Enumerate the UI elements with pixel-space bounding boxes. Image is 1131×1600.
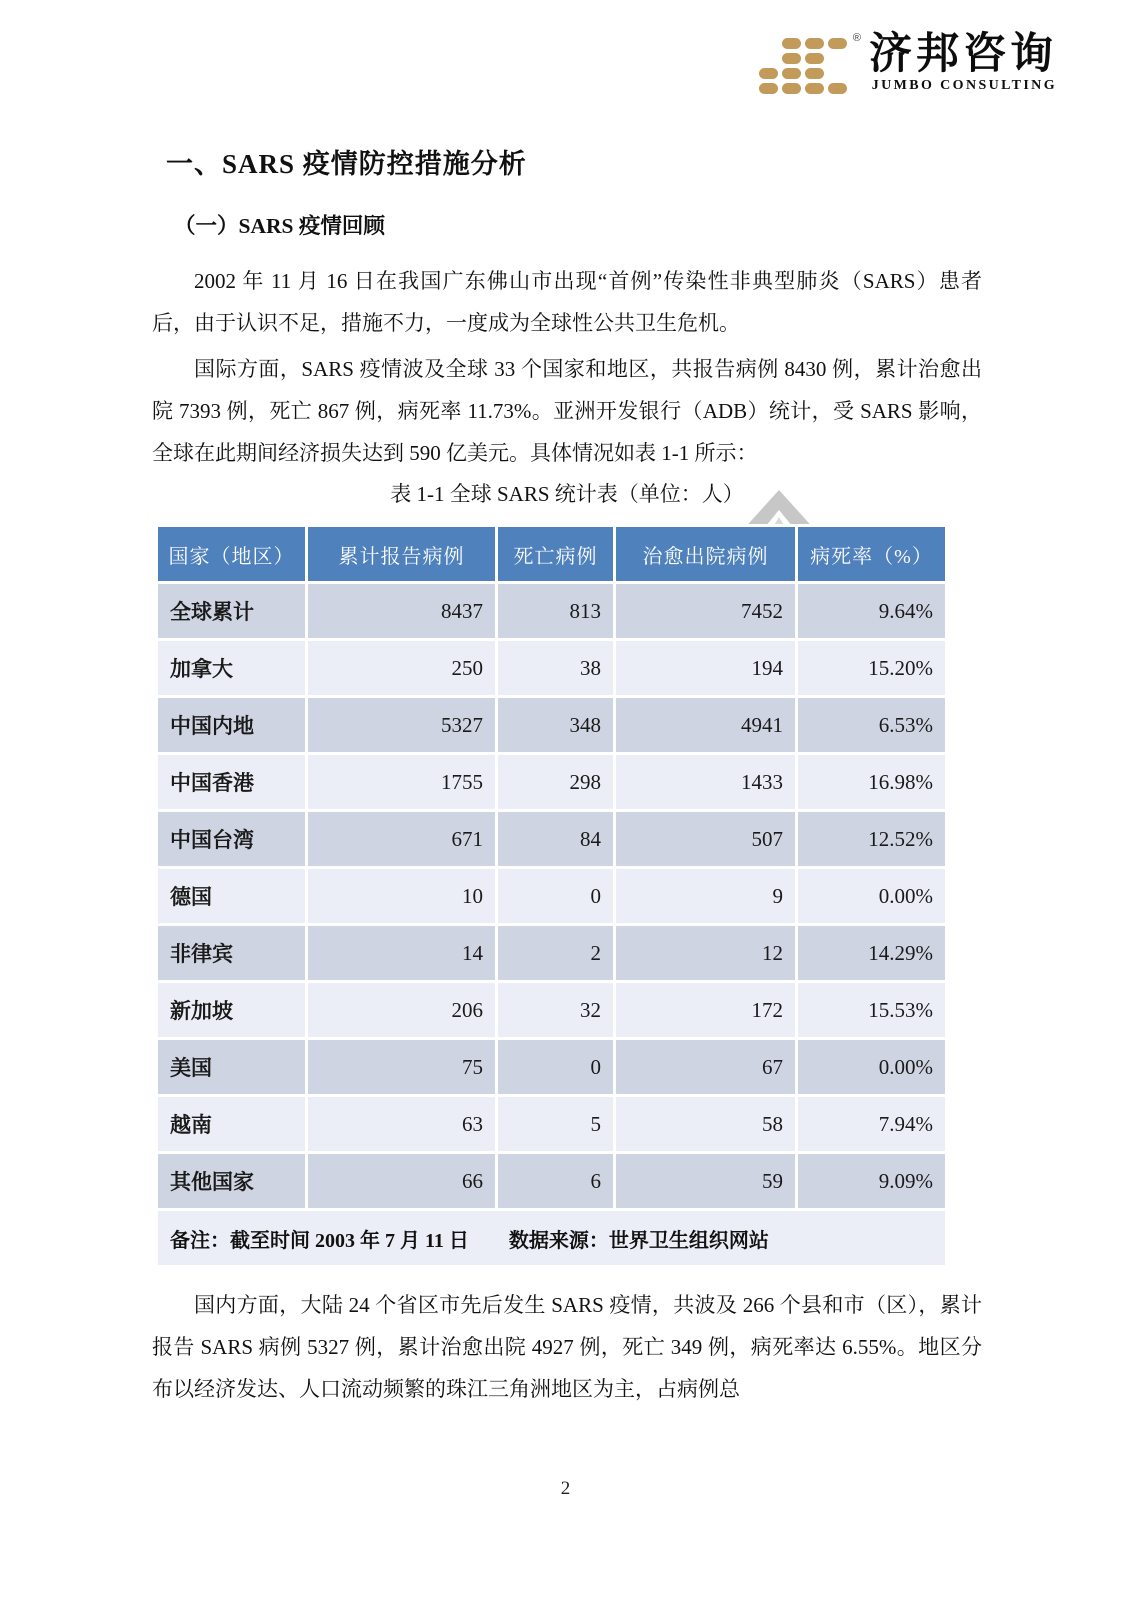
cell-country: 加拿大 <box>157 640 307 697</box>
cell-country: 越南 <box>157 1096 307 1153</box>
cell-country: 非律宾 <box>157 925 307 982</box>
cell-deaths: 298 <box>497 754 615 811</box>
table-row <box>157 811 947 868</box>
cell-country: 中国香港 <box>157 754 307 811</box>
cell-country: 中国台湾 <box>157 811 307 868</box>
header-fatality-rate: 病死率（%） <box>797 526 947 583</box>
table-row <box>157 1153 947 1210</box>
cell-country: 新加坡 <box>157 982 307 1039</box>
cell-deaths: 84 <box>497 811 615 868</box>
cell-fatality: 9.64% <box>797 583 947 640</box>
header-recovered: 治愈出院病例 <box>615 526 797 583</box>
cell-reported: 250 <box>307 640 497 697</box>
paragraph-domestic: 国内方面，大陆 24 个省区市先后发生 SARS 疫情，共波及 266 个县和市（区），累计报告 SARS 病例 5327 例，累计治愈出院 4927 例，死亡 349 例，病死率达 6.55%。地区分布以经济发达、人口流动频繁的珠江三角洲地区为主，占病例总 <box>152 1293 982 1401</box>
cell-reported: 8437 <box>307 583 497 640</box>
jumbo-logo-icon <box>759 32 861 98</box>
document-body <box>152 146 982 1414</box>
company-name-chinese: 济邦咨询 <box>869 31 1057 78</box>
table-row <box>157 925 947 982</box>
cell-reported: 66 <box>307 1153 497 1210</box>
table-header <box>157 526 947 583</box>
cell-fatality: 14.29% <box>797 925 947 982</box>
cell-reported: 671 <box>307 811 497 868</box>
cell-deaths: 813 <box>497 583 615 640</box>
cell-country: 其他国家 <box>157 1153 307 1210</box>
logo-text <box>869 32 1057 94</box>
cell-reported: 5327 <box>307 697 497 754</box>
sars-table-body <box>157 583 947 1210</box>
cell-deaths: 0 <box>497 1039 615 1096</box>
section-heading: 一、SARS 疫情防控措施分析 <box>166 149 527 179</box>
sars-statistics-table <box>155 524 948 1268</box>
cell-deaths: 38 <box>497 640 615 697</box>
cell-reported: 75 <box>307 1039 497 1096</box>
cell-recovered: 7452 <box>615 583 797 640</box>
cell-recovered: 172 <box>615 982 797 1039</box>
table-header-row <box>157 526 947 583</box>
company-name-english: JUMBO CONSULTING <box>871 78 1057 94</box>
registered-trademark-icon: ® <box>852 32 861 44</box>
table-row <box>157 640 947 697</box>
cell-fatality: 9.09% <box>797 1153 947 1210</box>
table-container <box>155 524 982 1268</box>
cell-fatality: 0.00% <box>797 868 947 925</box>
cell-reported: 1755 <box>307 754 497 811</box>
cell-recovered: 59 <box>615 1153 797 1210</box>
cell-reported: 14 <box>307 925 497 982</box>
cell-recovered: 9 <box>615 868 797 925</box>
table-note: 备注：截至时间 2003 年 7 月 11 日 数据来源：世界卫生组织网站 <box>157 1210 947 1267</box>
cell-country: 全球累计 <box>157 583 307 640</box>
table-row <box>157 1039 947 1096</box>
cell-deaths: 348 <box>497 697 615 754</box>
table-row <box>157 982 947 1039</box>
cell-deaths: 32 <box>497 982 615 1039</box>
cell-reported: 63 <box>307 1096 497 1153</box>
cell-fatality: 15.53% <box>797 982 947 1039</box>
cell-deaths: 0 <box>497 868 615 925</box>
header-reported-cases: 累计报告病例 <box>307 526 497 583</box>
cell-recovered: 507 <box>615 811 797 868</box>
cell-fatality: 6.53% <box>797 697 947 754</box>
cell-reported: 206 <box>307 982 497 1039</box>
cell-deaths: 5 <box>497 1096 615 1153</box>
table-note-row <box>157 1210 947 1267</box>
paragraph-sars-outbreak: 2002 年 11 月 16 日在我国广东佛山市出现“首例”传染性非典型肺炎（SARS）患者后，由于认识不足，措施不力，一度成为全球性公共卫生危机。 <box>152 269 982 335</box>
paragraph-international: 国际方面，SARS 疫情波及全球 33 个国家和地区，共报告病例 8430 例，累计治愈出院 7393 例，死亡 867 例，病死率 11.73%。亚洲开发银行（ADB）统计，受 SARS 影响，全球在此期间经济损失达到 590 亿美元。具体情况如表 1-1 所示： <box>152 357 982 465</box>
cell-recovered: 4941 <box>615 697 797 754</box>
cell-deaths: 2 <box>497 925 615 982</box>
cell-recovered: 58 <box>615 1096 797 1153</box>
cell-fatality: 15.20% <box>797 640 947 697</box>
cell-recovered: 67 <box>615 1039 797 1096</box>
table-row <box>157 1096 947 1153</box>
company-logo <box>759 32 1057 98</box>
cell-fatality: 12.52% <box>797 811 947 868</box>
subsection-heading: （一）SARS 疫情回顾 <box>174 214 385 238</box>
table-footer <box>157 1210 947 1267</box>
cell-country: 中国内地 <box>157 697 307 754</box>
cell-reported: 10 <box>307 868 497 925</box>
cell-recovered: 1433 <box>615 754 797 811</box>
cell-country: 美国 <box>157 1039 307 1096</box>
cell-fatality: 7.94% <box>797 1096 947 1153</box>
table-row <box>157 583 947 640</box>
table-row <box>157 868 947 925</box>
table-caption: 表 1-1 全球 SARS 统计表（单位：人） <box>390 482 744 506</box>
page-number: 2 <box>560 1478 571 1499</box>
cell-country: 德国 <box>157 868 307 925</box>
cell-fatality: 0.00% <box>797 1039 947 1096</box>
table-row <box>157 754 947 811</box>
header-deaths: 死亡病例 <box>497 526 615 583</box>
cell-fatality: 16.98% <box>797 754 947 811</box>
cell-recovered: 12 <box>615 925 797 982</box>
cell-deaths: 6 <box>497 1153 615 1210</box>
header-country: 国家（地区） <box>157 526 307 583</box>
table-row <box>157 697 947 754</box>
cell-recovered: 194 <box>615 640 797 697</box>
